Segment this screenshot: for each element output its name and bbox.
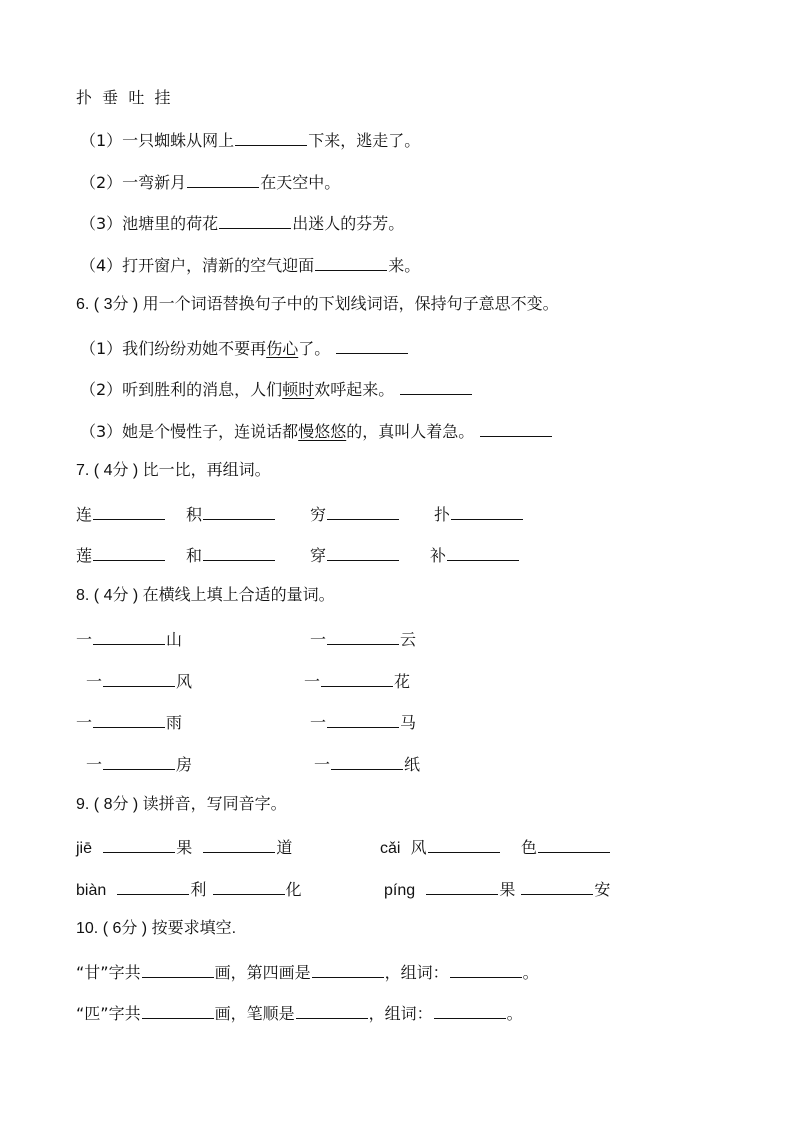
- answer-blank[interactable]: [426, 878, 498, 895]
- q8-right-2: [304, 670, 410, 690]
- pinyin-label: biàn: [76, 882, 107, 899]
- q6-item-2-pre: （2）听到胜利的消息，人们: [80, 380, 283, 399]
- answer-blank[interactable]: [428, 836, 500, 853]
- q8-noun: 房: [176, 755, 193, 774]
- q5-item-1-pre: （1）一只蜘蛛从网上: [80, 131, 235, 150]
- answer-blank[interactable]: [450, 961, 522, 978]
- q8-noun: 风: [176, 672, 193, 691]
- q8-right-3: [310, 711, 416, 731]
- word-bank: 扑 垂 吐 挂: [76, 88, 171, 107]
- q7-row1-c3: [310, 503, 400, 523]
- q8-prefix: 一: [86, 755, 103, 774]
- q9-char: 果: [499, 880, 516, 899]
- q8-prefix: 一: [314, 755, 331, 774]
- answer-blank[interactable]: [219, 212, 291, 229]
- pinyin-label: cǎi: [380, 840, 401, 857]
- q10-text: ，组词：: [368, 1004, 433, 1023]
- q5-item-2-pre: （2）一弯新月: [80, 173, 187, 192]
- q8-prefix: 一: [86, 672, 103, 691]
- q5-item-3: [80, 212, 404, 232]
- q8-noun: 雨: [166, 713, 183, 732]
- answer-blank[interactable]: [213, 878, 285, 895]
- answer-blank[interactable]: [203, 544, 275, 561]
- pinyin-label: píng: [384, 882, 416, 899]
- q6-item-3-underlined: 慢悠悠: [298, 422, 347, 441]
- answer-blank[interactable]: [400, 378, 472, 395]
- q5-item-3-post: 出迷人的芬芳。: [292, 214, 405, 233]
- q5-item-3-pre: （3）池塘里的荷花: [80, 214, 219, 233]
- answer-blank[interactable]: [93, 711, 165, 728]
- q5-item-1: [80, 129, 420, 149]
- q8-noun: 纸: [404, 755, 421, 774]
- q7-row1-c4: [434, 503, 524, 523]
- q8-prefix: 一: [304, 672, 321, 691]
- q9-char: 利: [190, 880, 207, 899]
- q9-row2-left: [76, 878, 302, 898]
- q7-row2-c3: [310, 544, 400, 564]
- q7-char: 莲: [76, 546, 93, 565]
- q7-char: 扑: [434, 505, 451, 524]
- q5-item-2-post: 在天空中。: [260, 173, 341, 192]
- answer-blank[interactable]: [321, 670, 393, 687]
- q7-char: 穿: [310, 546, 327, 565]
- q5-item-4: [80, 254, 420, 274]
- answer-blank[interactable]: [142, 1002, 214, 1019]
- q10-text: 画，笔顺是: [214, 1004, 295, 1023]
- answer-blank[interactable]: [327, 503, 399, 520]
- q8-noun: 花: [394, 672, 411, 691]
- answer-blank[interactable]: [451, 503, 523, 520]
- answer-blank[interactable]: [203, 503, 275, 520]
- answer-blank[interactable]: [103, 670, 175, 687]
- answer-blank[interactable]: [296, 1002, 368, 1019]
- q8-prefix: 一: [310, 713, 327, 732]
- q6-title: 6. ( 3分 ) 用一个词语替换句子中的下划线词语，保持句子意思不变。: [76, 296, 559, 313]
- q6-item-1-underlined: 伤心: [266, 339, 299, 358]
- answer-blank[interactable]: [327, 628, 399, 645]
- q7-char: 穷: [310, 505, 327, 524]
- q8-left-3: [76, 711, 182, 731]
- answer-blank[interactable]: [312, 961, 384, 978]
- answer-blank[interactable]: [434, 1002, 506, 1019]
- q9-row2-right: [384, 878, 610, 898]
- answer-blank[interactable]: [331, 753, 403, 770]
- q6-item-3-pre: （3）她是个慢性子，连说话都: [80, 422, 299, 441]
- q5-item-1-post: 下来，逃走了。: [308, 131, 421, 150]
- answer-blank[interactable]: [235, 129, 307, 146]
- answer-blank[interactable]: [336, 337, 408, 354]
- q9-char: 果: [176, 838, 193, 857]
- q7-row1-c2: [186, 503, 276, 523]
- q6-item-1-post: 了。: [298, 339, 331, 358]
- answer-blank[interactable]: [93, 544, 165, 561]
- q8-left-1: [76, 628, 182, 648]
- q5-item-4-post: 来。: [388, 256, 421, 275]
- q10-text: “匹”字共: [76, 1004, 141, 1023]
- q5-item-2: [80, 171, 340, 191]
- answer-blank[interactable]: [521, 878, 593, 895]
- q8-prefix: 一: [76, 630, 93, 649]
- answer-blank[interactable]: [142, 961, 214, 978]
- q9-row1-right: [380, 836, 611, 856]
- q8-prefix: 一: [76, 713, 93, 732]
- q9-char: 安: [594, 880, 611, 899]
- q10-title: 10. ( 6分 ) 按要求填空.: [76, 920, 237, 937]
- q9-char: 道: [276, 838, 293, 857]
- q7-title: 7. ( 4分 ) 比一比，再组词。: [76, 462, 271, 479]
- q7-row2-c1: [76, 544, 166, 564]
- q6-item-3: [80, 420, 553, 440]
- q8-prefix: 一: [310, 630, 327, 649]
- q6-item-1-pre: （1）我们纷纷劝她不要再: [80, 339, 267, 358]
- answer-blank[interactable]: [327, 544, 399, 561]
- q8-noun: 云: [400, 630, 417, 649]
- q10-text: ，组词：: [384, 963, 449, 982]
- answer-blank[interactable]: [93, 503, 165, 520]
- q7-char: 积: [186, 505, 203, 524]
- answer-blank[interactable]: [315, 254, 387, 271]
- q10-text: 画，第四画是: [214, 963, 311, 982]
- q7-row2-c2: [186, 544, 276, 564]
- q8-right-1: [310, 628, 416, 648]
- q7-row1-c1: [76, 503, 166, 523]
- q6-item-2: [80, 378, 473, 398]
- answer-blank[interactable]: [538, 836, 610, 853]
- q8-left-2: [86, 670, 192, 690]
- q6-item-2-underlined: 顿时: [282, 380, 315, 399]
- answer-blank[interactable]: [93, 628, 165, 645]
- answer-blank[interactable]: [117, 878, 189, 895]
- q6-item-3-post: 的，真叫人着急。: [346, 422, 475, 441]
- q8-left-4: [86, 753, 192, 773]
- q8-noun: 山: [166, 630, 183, 649]
- q9-char: 化: [285, 880, 302, 899]
- q10-text: 。: [506, 1004, 523, 1023]
- q8-right-4: [314, 753, 420, 773]
- answer-blank[interactable]: [103, 836, 175, 853]
- q9-title: 9. ( 8分 ) 读拼音，写同音字。: [76, 796, 287, 813]
- q7-char: 连: [76, 505, 93, 524]
- q9-char: 风: [410, 838, 427, 857]
- q8-title: 8. ( 4分 ) 在横线上填上合适的量词。: [76, 587, 335, 604]
- answer-blank[interactable]: [480, 420, 552, 437]
- q6-item-1: [80, 337, 409, 357]
- q9-row1-left: [76, 836, 292, 856]
- pinyin-label: jiē: [76, 840, 93, 857]
- answer-blank[interactable]: [203, 836, 275, 853]
- q9-char: 色: [520, 838, 537, 857]
- answer-blank[interactable]: [187, 171, 259, 188]
- q10-line-2: [76, 1002, 523, 1022]
- q7-char: 和: [186, 546, 203, 565]
- answer-blank[interactable]: [103, 753, 175, 770]
- q8-noun: 马: [400, 713, 417, 732]
- q7-row2-c4: [430, 544, 520, 564]
- q5-item-4-pre: （4）打开窗户，清新的空气迎面: [80, 256, 315, 275]
- q7-char: 补: [430, 546, 447, 565]
- answer-blank[interactable]: [327, 711, 399, 728]
- q10-text: “甘”字共: [76, 963, 141, 982]
- q10-line-1: [76, 961, 539, 981]
- q10-text: 。: [522, 963, 539, 982]
- q6-item-2-post: 欢呼起来。: [314, 380, 395, 399]
- answer-blank[interactable]: [447, 544, 519, 561]
